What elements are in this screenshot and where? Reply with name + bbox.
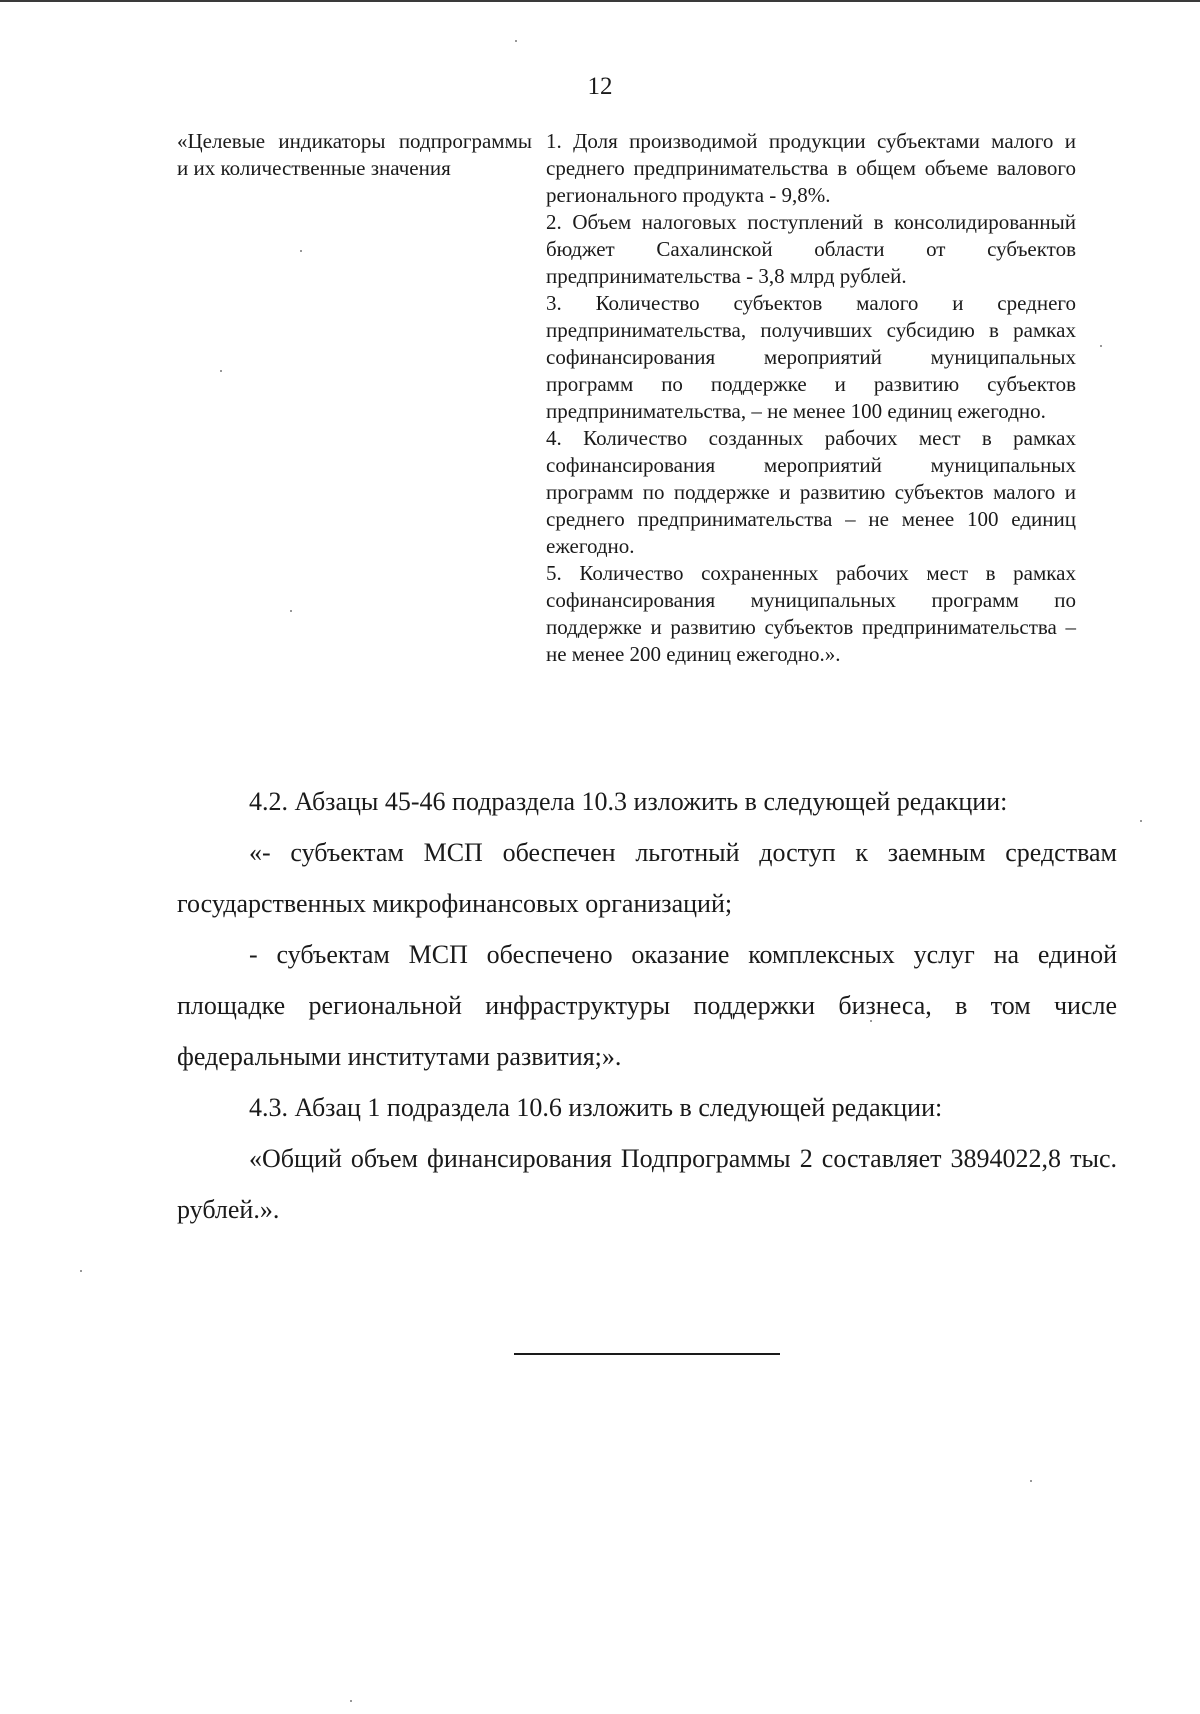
scan-speck [220,370,222,372]
scan-speck [1100,345,1102,347]
paragraph-msp-services: - субъектам МСП обеспечено оказание комплексных услуг на единой площадке региональной инфраструктуры поддержки бизнеса, в том числе федеральными институтами развития;». [177,940,1117,1071]
paragraph-msp-credit: «- субъектам МСП обеспечен льготный доступ к заемным средствам государственных микрофинансовых организаций; [177,838,1117,918]
indicator-item-5: 5. Количество сохраненных рабочих мест в рамках софинансирования муниципальных программ по поддержке и развитию субъектов предпринимательства – не менее 200 единиц ежегодно.». [546,561,1076,666]
indicator-item-3: 3. Количество субъектов малого и среднего предпринимательства, получивших субсидию в рамках софинансирования мероприятий муниципальных программ по поддержке и развитию субъектов предпринимательства, – не менее 100 единиц ежегодно. [546,291,1076,423]
closing-rule [514,1353,780,1355]
indicators-label-cell [177,128,532,182]
page-number: 12 [587,73,613,100]
paragraph-financing-total: «Общий объем финансирования Подпрограммы 2 составляет 3894022,8 тыс. рублей.». [177,1144,1117,1224]
scan-speck [515,40,517,42]
paragraph-4-3: 4.3. Абзац 1 подраздела 10.6 изложить в следующей редакции: [249,1093,943,1122]
indicator-item-4: 4. Количество созданных рабочих мест в рамках софинансирования мероприятий муниципальных программ по поддержке и развитию субъектов малого и среднего предпринимательства – не менее 100 единиц ежегодно. [546,426,1076,558]
paragraph-4-2: 4.2. Абзацы 45-46 подраздела 10.3 изложить в следующей редакции: [249,787,1008,816]
indicator-item-1: 1. Доля производимой продукции субъектами малого и среднего предпринимательства в общем объеме валового регионального продукта - 9,8%. [546,129,1076,207]
scan-speck [350,1700,352,1702]
indicators-values-cell [546,128,1076,668]
indicator-item-2: 2. Объем налоговых поступлений в консолидированный бюджет Сахалинской области от субъектов предпринимательства - 3,8 млрд рублей. [546,210,1076,288]
scan-speck [870,1020,872,1022]
page-top-edge [0,0,1200,2]
scan-speck [1140,820,1142,822]
amendment-text [177,776,1117,1235]
scan-speck [80,1270,82,1272]
scan-speck [300,250,302,252]
scan-speck [290,610,292,612]
indicators-label: «Целевые индикаторы подпрограммы и их количественные значения [177,129,532,180]
scan-speck [1030,1480,1032,1482]
